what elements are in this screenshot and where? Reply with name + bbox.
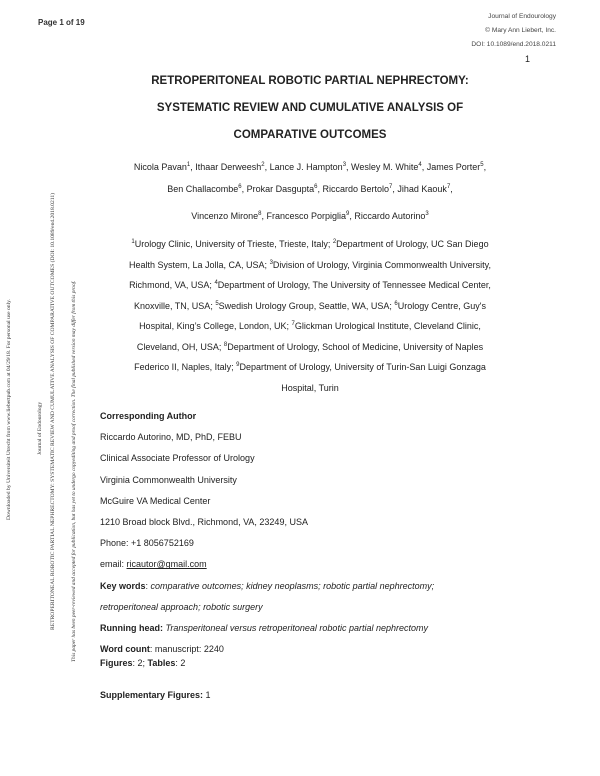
page-number-label: Page 1 of 19 [38,18,85,27]
corresponding-heading: Corresponding Author [100,411,197,421]
affiliation-text: Health System, La Jolla, CA, USA; [129,259,270,270]
side-article-title: RETROPERITONEAL ROBOTIC PARTIAL NEPHRECTOMY: SYSTEMATIC REVIEW AND CUMULATIVE ANALYSIS OF COMPARATIVE OUTCOMES (DOI: 10.1089/end.2018.0211) [50,193,56,630]
affiliation-list [100,234,520,398]
author: James Porter$^5$ [426,162,484,172]
author-line: Vincenzo Mirone$^8$, Francesco Porpiglia$^9$, Riccardo Autorino$^3$ [191,211,429,221]
affiliation-text: Division of Urology, Virginia Commonwealth University, [272,259,491,270]
corresponding-email-row [100,554,540,575]
affiliation-text: Department of Urology, The University of Tennessee Medical Center, [217,280,491,290]
title-line: SYSTEMATIC REVIEW AND CUMULATIVE ANALYSIS OF [156,102,464,114]
figures-value: : 2; [132,658,148,668]
author: Riccardo Autorino$^3$ [354,211,429,221]
affiliation-text: Knoxville, TN, USA; [133,300,216,311]
affiliation-line [100,255,520,276]
affiliation-text: Glickman Urological Institute, Cleveland Clinic, [294,321,481,331]
keywords-value: comparative outcomes; kidney neoplasms; robotic partial nephrectomy; [150,580,435,591]
affiliation-line [100,296,520,317]
affiliation-sup: 7 [291,321,295,327]
author: Francesco Porpiglia$^9$ [266,211,350,221]
affiliation-sup: 5 [215,300,219,307]
affiliation-text: Swedish Urology Group, Seattle, WA, USA; [218,300,395,311]
affiliation-text: Department of Urology, UC San Diego [336,239,489,249]
affiliation-text: Richmond, VA, USA; [129,280,215,290]
page-index: 1 [524,54,530,64]
author: Nicola Pavan$^1$ [133,162,191,172]
author-line: Ben Challacombe$^6$, Prokar Dasgupta$^6$, Riccardo Bertolo$^7$, Jihad Kaouk$^7$, [167,184,453,194]
affiliation-sup: 6 [394,300,398,307]
journal-doi: DOI: 10.1089/end.2018.0211 [471,41,556,48]
figures-label: Figures [100,658,133,668]
figures-tables-row [100,658,185,668]
email-label: email: [100,559,127,570]
author: Wesley M. White$^4$ [351,162,422,172]
author: Ben Challacombe$^6$ [167,184,242,194]
download-notice: Downloaded by Universiteit Utrecht from www.liebertpub.com at 04/29/18. For personal use only. [6,299,12,520]
affiliation-text: Department of Urology, School of Medicine, University of Naples [227,341,484,352]
running-head-value: Transperitoneal versus retroperitoneal robotic partial nephrectomy [165,623,428,634]
word-count-label: Word count [100,644,150,655]
corresponding-position: Clinical Associate Professor of Urology [100,453,255,464]
corresponding-institution: Virginia Commonwealth University [100,474,237,485]
author: Jihad Kaouk$^7$ [397,184,451,194]
affiliation-sup: 1 [131,239,135,245]
affiliation-line [100,275,520,296]
journal-copyright: © Mary Ann Liebert, Inc. [485,27,556,34]
author: Prokar Dasgupta$^6$ [246,184,318,194]
author: Lance J. Hampton$^3$ [269,162,347,172]
side-journal-name: Journal of Endourology [37,401,43,455]
corresponding-address: 1210 Broad block Blvd., Richmond, VA, 23249, USA [100,517,308,528]
affiliation-line [100,378,520,399]
affiliation-text: Hospital, King’s College, London, UK; [139,321,292,331]
affiliation-sup: 2 [332,239,337,245]
affiliation-sup: 9 [236,362,240,368]
author: Ithaar Derweesh$^2$ [195,162,265,172]
corresponding-phone: Phone: +1 8056752169 [100,538,194,549]
supplementary-row [100,690,211,700]
corresponding-author-block [100,406,540,660]
affiliation-sup: 8 [223,341,228,348]
affiliation-line [100,234,520,255]
journal-info [471,10,556,52]
supplementary-value: 1 [203,690,211,700]
affiliation-line [100,357,520,378]
paper-title [100,68,520,149]
author-line: Nicola Pavan$^1$, Ithaar Derweesh$^2$, Lance J. Hampton$^3$, Wesley M. White$^4$, James Porter$^5$, [133,162,487,172]
title-line: COMPARATIVE OUTCOMES [233,129,387,141]
tables-value: : 2 [175,658,186,668]
affiliation-text: Urology Centre, Guy's [397,300,487,311]
running-head-label: Running head: [100,623,163,634]
affiliation-text: Cleveland, OH, USA; [136,341,224,352]
journal-name: Journal of Endourology [488,13,556,20]
affiliation-text: Federico II, Naples, Italy; [134,362,237,372]
keywords-value-cont: retroperitoneal approach; robotic surgery [100,601,263,612]
side-proof-notice: This paper has been peer-reviewed and accepted for publication, but has yet to undergo copyediting and proof correction. The final published version may differ from this proof. [71,280,77,662]
affiliation-line [100,316,520,337]
email-link[interactable]: ricautor@gmail.com [126,559,207,570]
affiliation-text: Hospital, Turin [281,382,339,393]
author: Riccardo Bertolo$^7$ [322,184,393,194]
corresponding-name: Riccardo Autorino, MD, PhD, FEBU [100,432,242,443]
tables-label: Tables [147,658,176,668]
affiliation-sup: 4 [214,280,218,286]
supplementary-label: Supplementary Figures: [100,690,204,700]
title-line: RETROPERITONEAL ROBOTIC PARTIAL NEPHRECTOMY: [151,75,469,87]
affiliation-text: Department of Urology, University of Turin-San Luigi Gonzaga [239,362,486,372]
affiliation-sup: 3 [269,259,273,266]
author-list [100,156,520,227]
word-count-value: : manuscript: 2240 [149,644,224,655]
keywords-label: Key words [100,580,146,591]
keywords-row: Key words: comparative outcomes; kidney neoplasms; robotic partial nephrectomy; [100,580,435,591]
corresponding-center: McGuire VA Medical Center [100,495,211,506]
running-head-row [100,618,540,639]
author: Vincenzo Mirone$^8$ [191,211,262,221]
affiliation-text: Urology Clinic, University of Trieste, Trieste, Italy; [134,239,333,249]
affiliation-line [100,337,520,358]
